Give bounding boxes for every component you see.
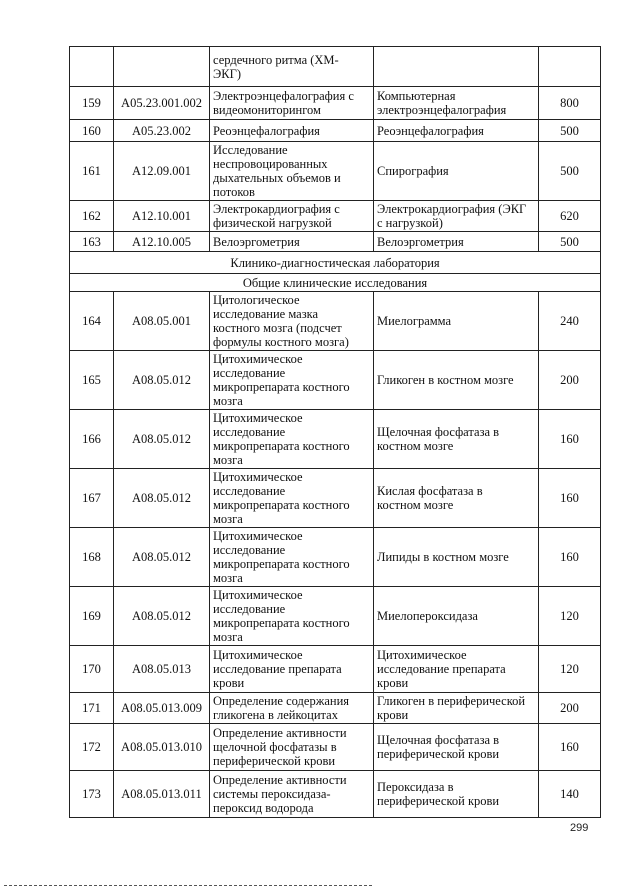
price: 120 [539,587,601,646]
section-title: Клинико-диагностическая лаборатория [70,252,601,274]
row-number: 159 [70,87,114,120]
service-short-name-line: Компьютерная [377,89,456,103]
service-name-line: Велоэргометрия [213,234,300,249]
service-short-name [374,292,539,351]
table-row [70,120,601,142]
price: 120 [539,646,601,693]
service-name-line: Цитохимическое [213,529,303,543]
price: 620 [539,201,601,232]
price: 160 [539,724,601,771]
service-code: A12.10.001 [114,201,210,232]
row-number: 167 [70,469,114,528]
footer-rule [4,885,372,886]
service-short-name-line: Гликоген в костном мозге [377,373,514,387]
service-name-line: Цитохимическое [213,648,303,662]
page-number: 299 [570,822,589,834]
service-name [210,469,374,528]
row-number: 166 [70,410,114,469]
service-code: A12.09.001 [114,142,210,201]
service-name [210,646,374,693]
service-name-line: исследование мазка [213,307,319,321]
service-short-name-line: Щелочная фосфатаза в [377,425,500,439]
service-short-name-line: Гликоген в периферической [377,694,526,708]
service-name-line: видеомониторингом [213,103,321,117]
table-row-continued [70,47,601,87]
service-short-name [374,410,539,469]
section-title-row [70,252,601,274]
service-name-line: Определение содержания [213,694,350,708]
service-name-line: мозга [213,512,243,526]
row-number: 172 [70,724,114,771]
row-number: 169 [70,587,114,646]
row-number: 171 [70,693,114,724]
service-code: A05.23.002 [114,120,210,142]
service-name [210,771,374,818]
table-row [70,292,601,351]
service-name-line: исследование [213,543,286,557]
service-name [210,47,374,87]
service-short-name-line: с нагрузкой) [377,216,443,230]
row-number: 164 [70,292,114,351]
service-name-line: щелочной фосфатазы в [213,740,337,754]
price: 800 [539,87,601,120]
service-name-line: Электроэнцефалография с [213,89,354,103]
service-short-name [374,528,539,587]
service-name-line: гликогена в лейкоцитах [213,708,338,722]
service-name [210,201,374,232]
table-row [70,232,601,252]
row-number: 160 [70,120,114,142]
table-row [70,693,601,724]
service-short-name-line: Пероксидаза в [377,780,454,794]
service-short-name [374,646,539,693]
service-short-name-line: периферической крови [377,794,500,808]
service-code [114,47,210,87]
service-short-name-line: Велоэргометрия [377,234,464,249]
table-row [70,646,601,693]
service-name-line: Цитохимическое [213,588,303,602]
price: 240 [539,292,601,351]
service-name-line: периферической крови [213,754,336,768]
service-name [210,410,374,469]
service-code: A08.05.012 [114,528,210,587]
service-code: A08.05.012 [114,469,210,528]
service-name-line: мозга [213,630,243,644]
service-name-line: Цитохимическое [213,470,303,484]
service-short-name [374,587,539,646]
service-short-name [374,87,539,120]
service-short-name-line: Кислая фосфатаза в [377,484,483,498]
price: 160 [539,410,601,469]
table-row [70,724,601,771]
row-number: 162 [70,201,114,232]
service-name [210,292,374,351]
service-code: A08.05.001 [114,292,210,351]
table-body [70,47,601,818]
price: 160 [539,469,601,528]
table-row [70,142,601,201]
price: 500 [539,120,601,142]
service-short-name-line: Реоэнцефалография [377,123,484,138]
service-short-name-line: исследование препарата [377,662,506,676]
service-name [210,142,374,201]
service-name-line: Определение активности [213,726,347,740]
row-number: 163 [70,232,114,252]
service-short-name-line: Липиды в костном мозге [377,550,509,564]
price: 500 [539,142,601,201]
service-name-line: исследование препарата [213,662,342,676]
service-name-line: системы пероксидаза- [213,787,331,801]
service-short-name-line: крови [377,708,409,722]
service-name-line: мозга [213,453,243,467]
service-short-name [374,724,539,771]
service-short-name [374,47,539,87]
service-name-line: микропрепарата костного [213,616,350,630]
service-name [210,693,374,724]
service-short-name-line: Спирография [377,164,449,178]
subsection-title-row [70,274,601,292]
service-name-line: исследование [213,366,286,380]
table-row [70,587,601,646]
service-name-line: формулы костного мозга) [213,335,349,349]
service-short-name [374,469,539,528]
subsection-title: Общие клинические исследования [70,274,601,292]
service-name-line: Определение активности [213,773,347,787]
service-name-line: микропрепарата костного [213,439,350,453]
service-short-name [374,693,539,724]
service-name [210,528,374,587]
service-name-line: микропрепарата костного [213,557,350,571]
row-number: 168 [70,528,114,587]
service-name [210,120,374,142]
service-short-name [374,201,539,232]
table-row [70,87,601,120]
service-short-name [374,120,539,142]
service-name-line: микропрепарата костного [213,498,350,512]
service-name-line: дыхательных объемов и [213,171,341,185]
service-name-line: Электрокардиография с [213,202,340,216]
service-name-line: Исследование [213,143,288,157]
price: 140 [539,771,601,818]
service-name-line: мозга [213,394,243,408]
price: 160 [539,528,601,587]
service-name-line: костного мозга (подсчет [213,321,342,335]
service-name-line: Реоэнцефалография [213,123,320,138]
service-code: A08.05.013.011 [114,771,210,818]
table-row [70,771,601,818]
service-code: A08.05.013.010 [114,724,210,771]
table-row [70,351,601,410]
service-short-name-line: Электрокардиография (ЭКГ [377,202,527,216]
service-name-line: потоков [213,185,255,199]
service-name-line: мозга [213,571,243,585]
service-name-line: физической нагрузкой [213,216,332,230]
service-name-line: сердечного ритма (ХМ- [213,52,339,67]
service-name-line: Цитологическое [213,293,300,307]
price [539,47,601,87]
service-short-name-line: костном мозге [377,439,454,453]
service-name-line: ЭКГ) [213,66,241,81]
service-short-name-line: Миелограмма [377,314,452,328]
service-short-name-line: Миелопероксидаза [377,609,478,623]
service-short-name-line: периферической крови [377,747,500,761]
price: 200 [539,693,601,724]
service-name-line: пероксид водорода [213,801,314,815]
service-name [210,87,374,120]
service-short-name-line: крови [377,676,409,690]
service-name-line: микропрепарата костного [213,380,350,394]
table-row [70,410,601,469]
service-short-name-line: Щелочная фосфатаза в [377,733,500,747]
service-name [210,351,374,410]
price-list-table [69,46,601,818]
service-short-name-line: электроэнцефалография [377,103,507,117]
service-code: A08.05.013.009 [114,693,210,724]
service-name-line: Цитохимическое [213,352,303,366]
service-name-line: крови [213,676,245,690]
service-code: A05.23.001.002 [114,87,210,120]
price: 200 [539,351,601,410]
service-name-line: исследование [213,484,286,498]
table-row [70,469,601,528]
service-short-name [374,771,539,818]
service-code: A12.10.005 [114,232,210,252]
service-short-name [374,351,539,410]
service-code: A08.05.012 [114,410,210,469]
service-short-name [374,142,539,201]
service-code: A08.05.012 [114,351,210,410]
service-short-name [374,232,539,252]
service-name-line: исследование [213,602,286,616]
service-code: A08.05.013 [114,646,210,693]
service-short-name-line: Цитохимическое [377,648,467,662]
row-number: 161 [70,142,114,201]
service-name-line: неспровоцированных [213,157,328,171]
price: 500 [539,232,601,252]
service-name-line: исследование [213,425,286,439]
service-name [210,724,374,771]
row-number: 165 [70,351,114,410]
service-name [210,587,374,646]
row-number: 173 [70,771,114,818]
table-row [70,528,601,587]
row-number [70,47,114,87]
table-row [70,201,601,232]
service-code: A08.05.012 [114,587,210,646]
row-number: 170 [70,646,114,693]
service-name-line: Цитохимическое [213,411,303,425]
service-name [210,232,374,252]
service-short-name-line: костном мозге [377,498,454,512]
